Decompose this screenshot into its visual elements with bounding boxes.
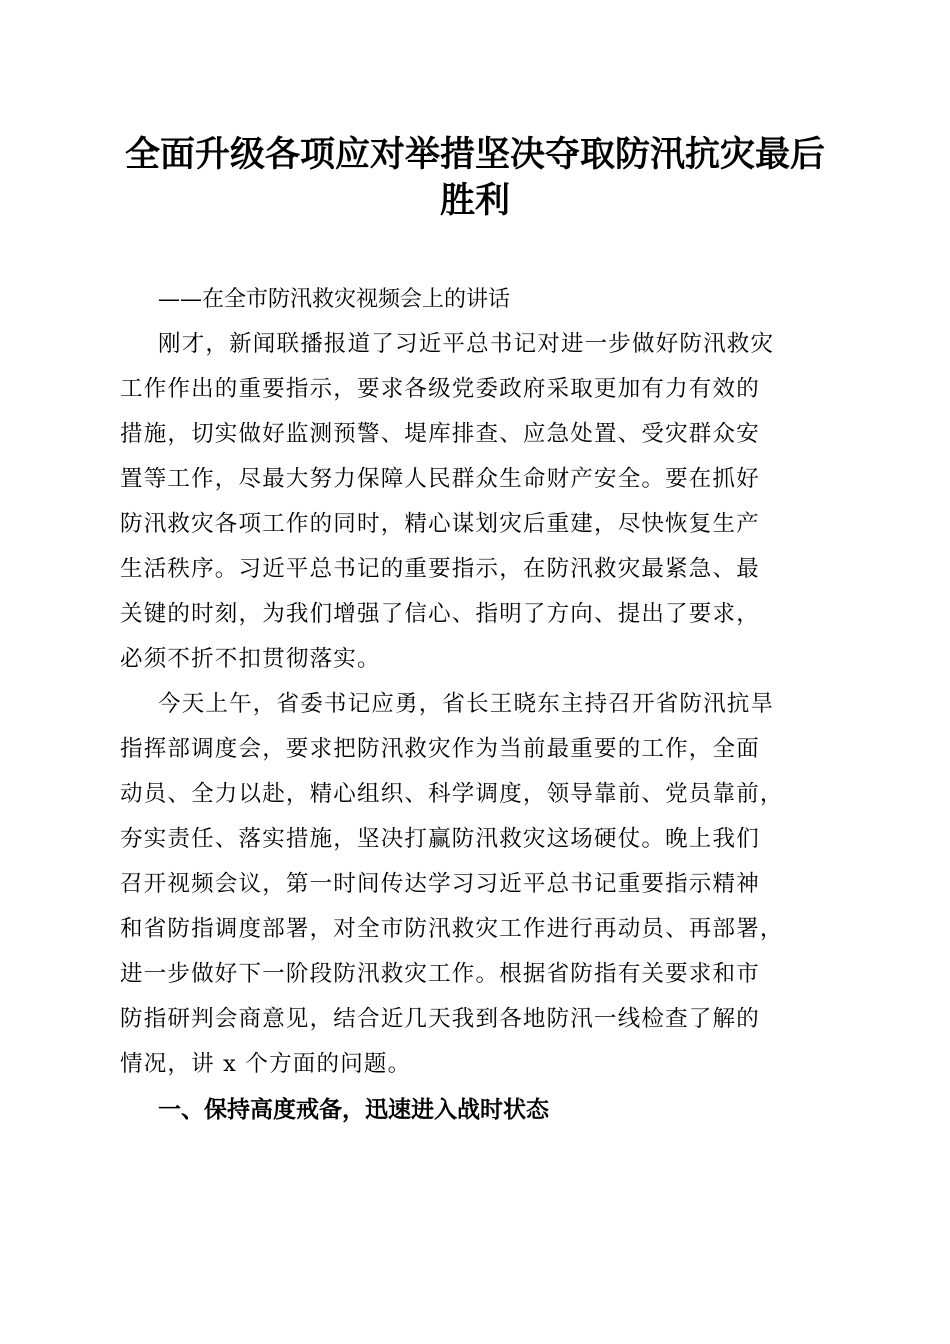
title-line-2: 胜利 (439, 180, 510, 221)
paragraph-line: 指挥部调度会，要求把防汛救灾作为当前最重要的工作，全面 (120, 736, 760, 762)
paragraph-line: 情况，讲 x 个方面的问题。 (120, 1051, 412, 1077)
paragraph-line: 工作作出的重要指示，要求各级党委政府采取更加有力有效的 (120, 376, 760, 402)
paragraph-line: 召开视频会议，第一时间传达学习习近平总书记重要指示精神 (120, 871, 760, 897)
paragraph-line: 置等工作，尽最大努力保障人民群众生命财产安全。要在抓好 (120, 466, 760, 492)
paragraph-line: 措施，切实做好监测预警、堤库排查、应急处置、受灾群众安 (120, 421, 760, 447)
document-title (110, 132, 840, 224)
paragraph-line: 动员、全力以赴，精心组织、科学调度，领导靠前、党员靠前， (120, 781, 784, 807)
paragraph-1 (120, 322, 836, 682)
paragraph-2 (120, 682, 836, 1087)
paragraph-line: 防指研判会商意见，结合近几天我到各地防汛一线检查了解的 (120, 1006, 760, 1032)
paragraph-line: 今天上午，省委书记应勇，省长王晓东主持召开省防汛抗旱 (158, 691, 775, 717)
paragraph-line: 生活秩序。习近平总书记的重要指示，在防汛救灾最紧急、最 (120, 556, 760, 582)
section-heading: 一、保持高度戒备，迅速进入战时状态 (158, 1097, 549, 1123)
paragraph-line: 刚才，新闻联播报道了习近平总书记对进一步做好防汛救灾 (158, 331, 775, 357)
document-body (120, 278, 836, 1133)
title-line-1: 全面升级各项应对举措坚决夺取防汛抗灾最后 (124, 134, 825, 175)
paragraph-line: 进一步做好下一阶段防汛救灾工作。根据省防指有关要求和市 (120, 961, 760, 987)
paragraph-line: 和省防指调度部署，对全市防汛救灾工作进行再动员、再部署， (120, 916, 784, 942)
speech-subtitle: ——在全市防汛救灾视频会上的讲话 (158, 287, 511, 312)
paragraph-line: 夯实责任、落实措施，坚决打赢防汛救灾这场硬仗。晚上我们 (120, 826, 760, 852)
paragraph-line: 防汛救灾各项工作的同时，精心谋划灾后重建，尽快恢复生产 (120, 511, 760, 537)
paragraph-line: 关键的时刻，为我们增强了信心、指明了方向、提出了要求， (120, 601, 760, 627)
paragraph-line: 必须不折不扣贯彻落实。 (120, 646, 381, 672)
